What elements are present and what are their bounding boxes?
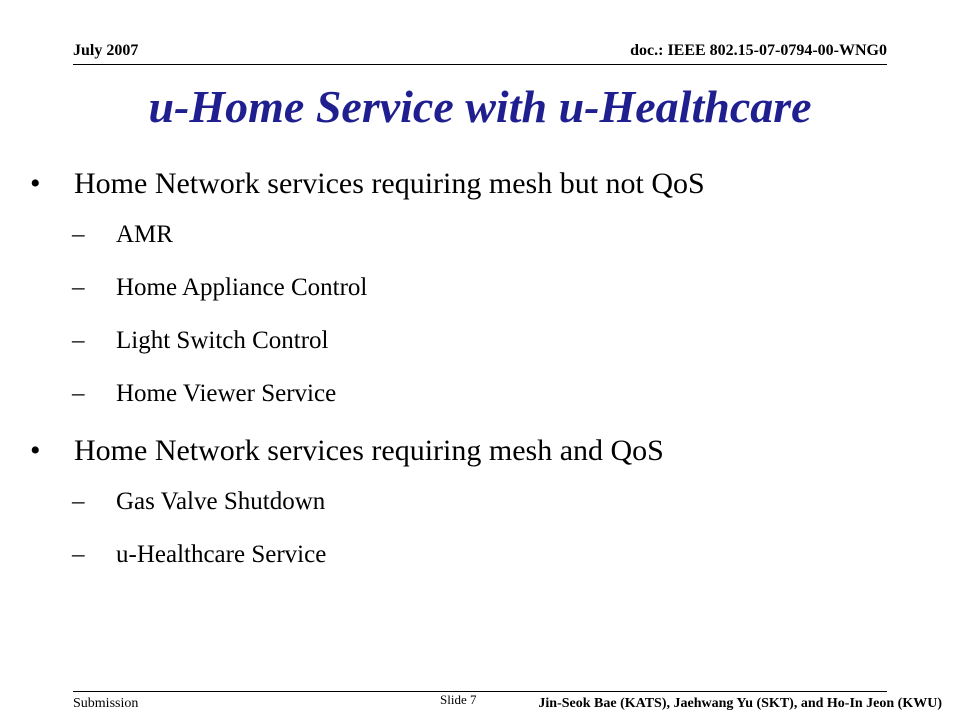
sub-bullet-marker: – [72, 541, 85, 568]
footer-submission: Submission [73, 696, 139, 711]
sub-bullet-text: AMR [116, 221, 173, 248]
bullet-text: Home Network services requiring mesh and QoS [74, 434, 664, 467]
sub-bullet-item [30, 220, 920, 250]
bullet-item [30, 431, 920, 471]
sub-bullet-text: Home Appliance Control [116, 274, 368, 301]
sub-bullet-item [30, 540, 920, 570]
footer-authors: Jin-Seok Bae (KATS), Jaehwang Yu (SKT), and Ho-In Jeon (KWU) [538, 696, 942, 711]
sub-bullet-marker: – [72, 488, 85, 515]
sub-bullet-item [30, 273, 920, 303]
header-date: July 2007 [73, 42, 139, 59]
sub-bullet-item [30, 379, 920, 409]
bullet-list [30, 160, 920, 570]
sub-bullet-item [30, 326, 920, 356]
bullet-text: Home Network services requiring mesh but not QoS [74, 167, 705, 200]
sub-bullet-marker: – [72, 327, 85, 354]
sub-bullet-item [30, 487, 920, 517]
sub-bullet-text: Home Viewer Service [116, 380, 337, 407]
sub-bullet-marker: – [72, 380, 85, 407]
sub-bullet-text: u-Healthcare Service [116, 541, 327, 568]
footer-divider [73, 691, 887, 692]
sub-bullet-marker: – [72, 221, 85, 248]
bullet-marker: • [30, 434, 41, 467]
header-doc-id: doc.: IEEE 802.15-07-0794-00-WNG0 [630, 42, 887, 59]
bullet-marker: • [30, 167, 41, 200]
header-divider [73, 64, 887, 65]
bullet-item [30, 164, 920, 204]
sub-bullet-text: Light Switch Control [116, 327, 329, 354]
sub-bullet-text: Gas Valve Shutdown [116, 488, 326, 515]
sub-bullet-marker: – [72, 274, 85, 301]
slide-title: u-Home Service with u-Healthcare [148, 81, 812, 132]
slide-number: Slide 7 [440, 692, 477, 707]
